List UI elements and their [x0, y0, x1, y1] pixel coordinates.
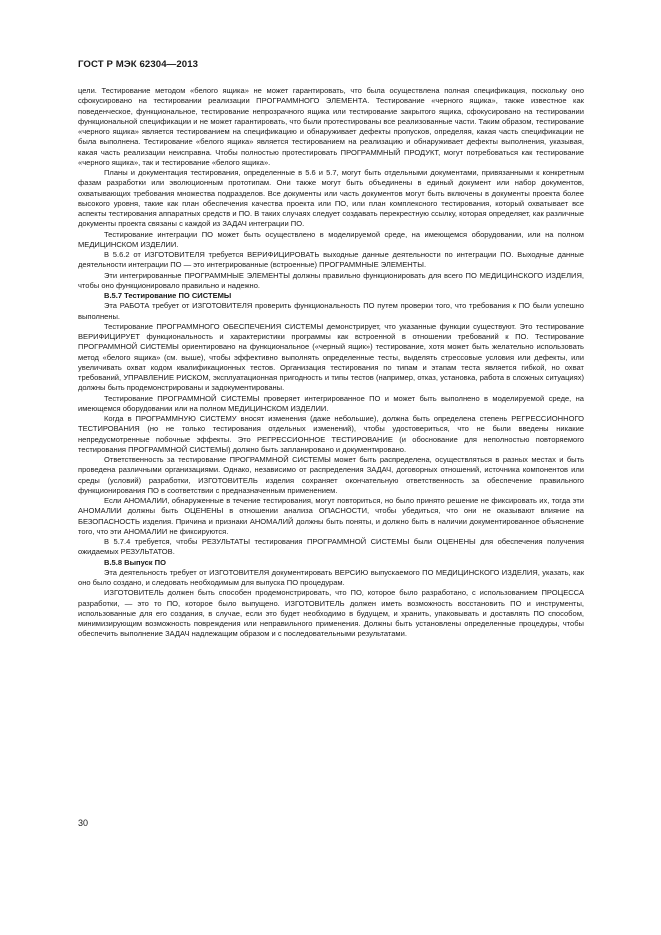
paragraph: Тестирование ПРОГРАММНОЙ СИСТЕМЫ проверяет интегрированное ПО и может быть выполнено в моделируемой среде, на имеющемся оборудовании или на полном МЕДИЦИНСКОМ ИЗДЕЛИИ.: [78, 393, 584, 413]
paragraph: Эти интегрированные ПРОГРАММНЫЕ ЭЛЕМЕНТЫ должны правильно функционировать для всего ПО МЕДИЦИНСКОГО ИЗДЕЛИЯ, чтобы оно функционировало правильно и надежно.: [78, 270, 584, 290]
section-heading: В.5.8 Выпуск ПО: [104, 557, 166, 567]
paragraph: Эта РАБОТА требует от ИЗГОТОВИТЕЛЯ проверить функциональность ПО путем проверки того, что требования к ПО были успешно выполнены.: [78, 301, 584, 321]
page-number: 30: [78, 818, 89, 828]
paragraph: Тестирование ПРОГРАММНОГО ОБЕСПЕЧЕНИЯ СИСТЕМЫ демонстрирует, что указанные функции существуют. Это тестирование ВЕРИФИЦИРУЕТ функциональность и характеристики программы как встроенной в отношении требований к ПО. Тестирование ПРОГРАММНОЙ СИСТЕМЫ ориентировано на функциональное («черный ящик») тестирование, хотя может быть желательно использовать метод «белого ящика» (см. выше), чтобы эффективно выполнять определенные тесты, выделять стрессовые условия или дефекты, или увеличивать охват кодом квалификационных тестов. Организация тестирования по типам и этапам теста является гибкой, но охват требований, УПРАВЛЕНИЕ РИСКОМ, эксплуатационная пригодность и типы тестов (например, отказ, установка, работа в сложных ситуациях) должны быть продемонстрированы и задокументированы.: [78, 321, 584, 393]
paragraph: Планы и документация тестирования, определенные в 5.6 и 5.7, могут быть отдельными документами, привязанными к конкретным фазам разработки или эволюционным прототипам. Они также могут быть объединены в единый документ или набор документов, охватывающих требования множества подразделов. Все документы или часть документов могут быть включены в документы проекта более высокого уровня, такие как план обеспечения качества проекта или ПО, или план комплексного тестирования, который охватывает все аспекты тестирования аппаратных средств и ПО. В таких случаях следует создавать перекрестную ссылку, которая определяет, как различные документы проекта связаны с каждой из ЗАДАЧ интеграции ПО.: [78, 168, 584, 229]
paragraph: Ответственность за тестирование ПРОГРАММНОЙ СИСТЕМЫ может быть распределена, осуществляться в разных местах и быть проведена различными организациями. Однако, независимо от распределения ЗАДАЧ, договорных отношений, источника компонентов или среды (условий) разработки, ИЗГОТОВИТЕЛЬ изделия сохраняет окончательную ответственность за обеспечение правильного функционирования ПО в соответствии с предназначенным применением.: [78, 455, 584, 495]
document-body: [78, 86, 584, 640]
paragraph: В 5.7.4 требуется, чтобы РЕЗУЛЬТАТЫ тестирования ПРОГРАММНОЙ СИСТЕМЫ были ОЦЕНЕНЫ для обеспечения получения ожидаемых РЕЗУЛЬТАТОВ.: [78, 537, 584, 557]
section-heading: В.5.7 Тестирование ПО СИСТЕМЫ: [104, 291, 232, 300]
paragraph: ИЗГОТОВИТЕЛЬ должен быть способен продемонстрировать, что ПО, которое было разработано, с использованием ПРОЦЕССА разработки, — это то ПО, которое было выпущено. ИЗГОТОВИТЕЛЬ должен иметь возможность восстановить ПО и инструменты, использованные для его создания, в случае, если это будет необходимо в будущем, и хранить, упаковывать и доставлять ПО способом, минимизирующим возможность повреждения или неправильного применения. Должны быть установлены определенные процедуры, чтобы обеспечить выполнение ЗАДАЧ надлежащим образом и с последовательными результатами.: [78, 588, 584, 639]
document-header: ГОСТ Р МЭК 62304—2013: [78, 59, 199, 70]
paragraph: Тестирование интеграции ПО может быть осуществлено в моделируемой среде, на имеющемся оборудовании, или на полном МЕДИЦИНСКОМ ИЗДЕЛИИ.: [78, 229, 584, 249]
paragraph: Эта деятельность требует от ИЗГОТОВИТЕЛЯ документировать ВЕРСИЮ выпускаемого ПО МЕДИЦИНСКОГО ИЗДЕЛИЯ, указать, как оно было создано, и следовать необходимым для выпуска ПО процедурам.: [78, 567, 584, 587]
paragraph: Если АНОМАЛИИ, обнаруженные в течение тестирования, могут повториться, но было принято решение не фиксировать их, тогда эти АНОМАЛИИ должны быть ОЦЕНЕНЫ в отношении анализа ОПАСНОСТИ, чтобы убедиться, что они не оказывают влияние на БЕЗОПАСНОСТЬ изделия. Причина и признаки АНОМАЛИЙ должны быть поняты, и должно быть в наличии документированное объяснение того, что эти АНОМАЛИИ не фиксируются.: [78, 496, 584, 536]
paragraph: Когда в ПРОГРАММНУЮ СИСТЕМУ вносят изменения (даже небольшие), должна быть определена степень РЕГРЕССИОННОГО ТЕСТИРОВАНИЯ (но не только тестирования отдельных изменений), чтобы удостовериться, что не были введены никакие непредусмотренные побочные эффекты. Это РЕГРЕССИОННОЕ ТЕСТИРОВАНИЕ (и обоснование для неполностью повторяемого тестирования ПРОГРАММНОЙ СИСТЕМЫ) должно быть запланировано и документировано.: [78, 414, 584, 454]
paragraph: В 5.6.2 от ИЗГОТОВИТЕЛЯ требуется ВЕРИФИЦИРОВАТЬ выходные данные деятельности по интеграции ПО. Выходные данные деятельности интеграции ПО — это интегрированные (встроенные) ПРОГРАММНЫЕ ЭЛЕМЕНТЫ.: [78, 250, 584, 270]
paragraph: цели. Тестирование методом «белого ящика» не может гарантировать, что была осуществлена полная спецификация, поскольку оно сфокусировано на тестировании реализации ПРОГРАММНОГО ЭЛЕМЕНТА. Тестирование «черного ящика», также известное как поведенческое, функциональное, тестирование непрозрачного ящика или тестирование закрытого ящика, сфокусировано на тестировании функциональной спецификации и не может гарантировать, что были протестированы все реализованные части. Таким образом, тестирование «черного ящика» является тестированием на спецификацию и обнаруживает дефекты пропусков, определяя, какая часть спецификации не была выполнена. Тестирование «белого ящика» является тестированием на реализацию и обнаруживает дефекты выполнения, указывая, какая часть реализации неисправна. Чтобы полностью протестировать ПРОГРАММНЫЙ ПРОДУКТ, могут потребоваться как тестирование «черного ящика», так и тестирование «белого ящика».: [78, 86, 584, 167]
